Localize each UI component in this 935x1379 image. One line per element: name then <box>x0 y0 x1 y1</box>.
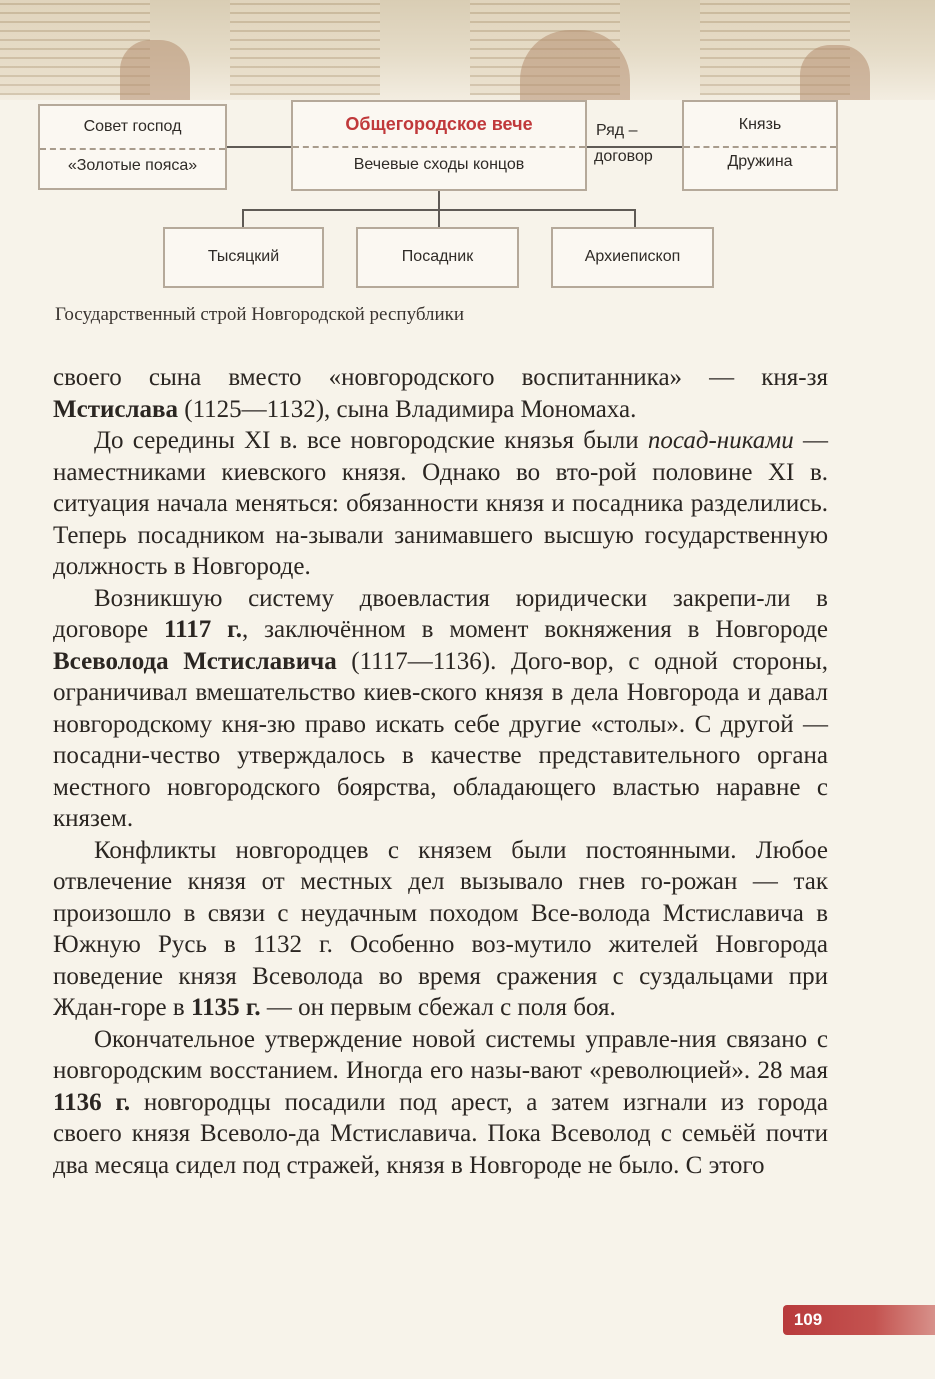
box-divider <box>293 146 585 148</box>
diagram-caption: Государственный строй Новгородской республики <box>55 304 465 325</box>
retinue-label: Дружина <box>727 153 793 170</box>
council-of-lords-box <box>38 104 227 190</box>
text-run: Конфликты новгородцев с князем были постоянными. Любое отвлечение князя от местных дел вызывало гнев го-рожан — так произошло в связи с неудачным походом Все-волода Мстиславича в Южную Русь в 1132 г. Особенно воз-мутило жителей Новгорода поведение князя Всеволода во время сражения с суздальцами при Ждан-горе в <box>53 836 828 1021</box>
connector-line <box>438 209 440 229</box>
posadnik-label: Посадник <box>401 248 474 265</box>
box-divider <box>40 148 225 150</box>
tysyatsky-label: Тысяцкий <box>207 248 280 265</box>
council-of-lords-label: Совет господ <box>83 118 182 135</box>
connector-line <box>634 209 636 229</box>
connector-line <box>226 146 292 148</box>
text-run: — он первым сбежал с поля боя. <box>260 994 616 1021</box>
golden-belts-label: «Золотые пояса» <box>67 157 198 174</box>
text-run: новгородцы посадили под арест, а затем изгнали из города своего князя Всеволо-да Мстиславича. Пока Всеволод с семьёй почти два месяца сидел под стражей, князя в Новгороде не было. С этого <box>53 1088 828 1179</box>
paragraph <box>53 362 828 425</box>
text-run: Возникшую систему двоевластия юридически закрепи-ли в договоре <box>53 584 828 643</box>
text-run: (1117—1136). Дого-вор, с одной стороны, ограничивал вмешательство киев-ского князя в дела Новгорода и давал новгородскому кня-зю право искать себе другие «столы». С другой — посадни-чество утверждалось в качестве представительного органа местного новгородского боярства, обладающего властью наравне с князем. <box>53 647 828 832</box>
box-divider <box>684 146 836 148</box>
header-decoration <box>0 0 935 100</box>
text-run: (1125—1132), сына Владимира Мономаха. <box>178 395 637 423</box>
tysyatsky-box <box>163 227 324 288</box>
decor-figure <box>800 45 870 100</box>
text-run: — наместниками киевского князя. Однако во вто-рой половине XI в. ситуация начала меняться: обязанности князя и посадника разделились. Теперь посадником на-зывали занимавшего высшую государственную должность в Новгороде. <box>53 427 828 580</box>
paragraph <box>53 583 828 835</box>
connector-line <box>438 190 440 210</box>
paragraph <box>53 425 828 583</box>
agreement-label-line2: договор <box>594 148 653 165</box>
city-veche-label: Общегородское вече <box>345 114 533 134</box>
date-emphasis: 1135 г. <box>190 994 261 1021</box>
date-emphasis: 1136 г. <box>53 1088 131 1116</box>
page-number-tab <box>783 1305 935 1335</box>
text-run: , заключённом в момент вокняжения в Новгороде <box>241 616 828 643</box>
body-text <box>53 362 828 1181</box>
prince-label: Князь <box>738 116 782 133</box>
district-assemblies-label: Вечевые сходы концов <box>353 156 525 173</box>
city-veche-box <box>291 100 587 191</box>
date-emphasis: 1117 г. <box>164 616 242 643</box>
agreement-label-line1: Ряд – <box>596 122 638 139</box>
archbishop-label: Архиепископ <box>584 248 681 265</box>
text-run: Окончательное утверждение новой системы управле-ния связано с новгородским восстанием. Иногда его назы-вают «революцией». 28 мая <box>53 1025 828 1084</box>
prince-box <box>682 100 838 191</box>
posadnik-box <box>356 227 519 288</box>
person-name: Всеволода Мстиславича <box>53 647 337 675</box>
page-number: 109 <box>793 1310 823 1329</box>
paragraph <box>53 1024 828 1182</box>
paragraph <box>53 835 828 1024</box>
text-run: До середины XI в. все новгородские князья были <box>94 427 648 454</box>
person-name: Мстислава <box>53 395 178 423</box>
term-emphasis: посад-никами <box>647 427 794 454</box>
text-run: своего сына вместо «новгородского воспитанника» — кня-зя <box>53 364 828 391</box>
archbishop-box <box>551 227 714 288</box>
connector-line <box>242 209 244 229</box>
decor-figure <box>120 40 190 100</box>
decor-scroll <box>230 0 380 95</box>
